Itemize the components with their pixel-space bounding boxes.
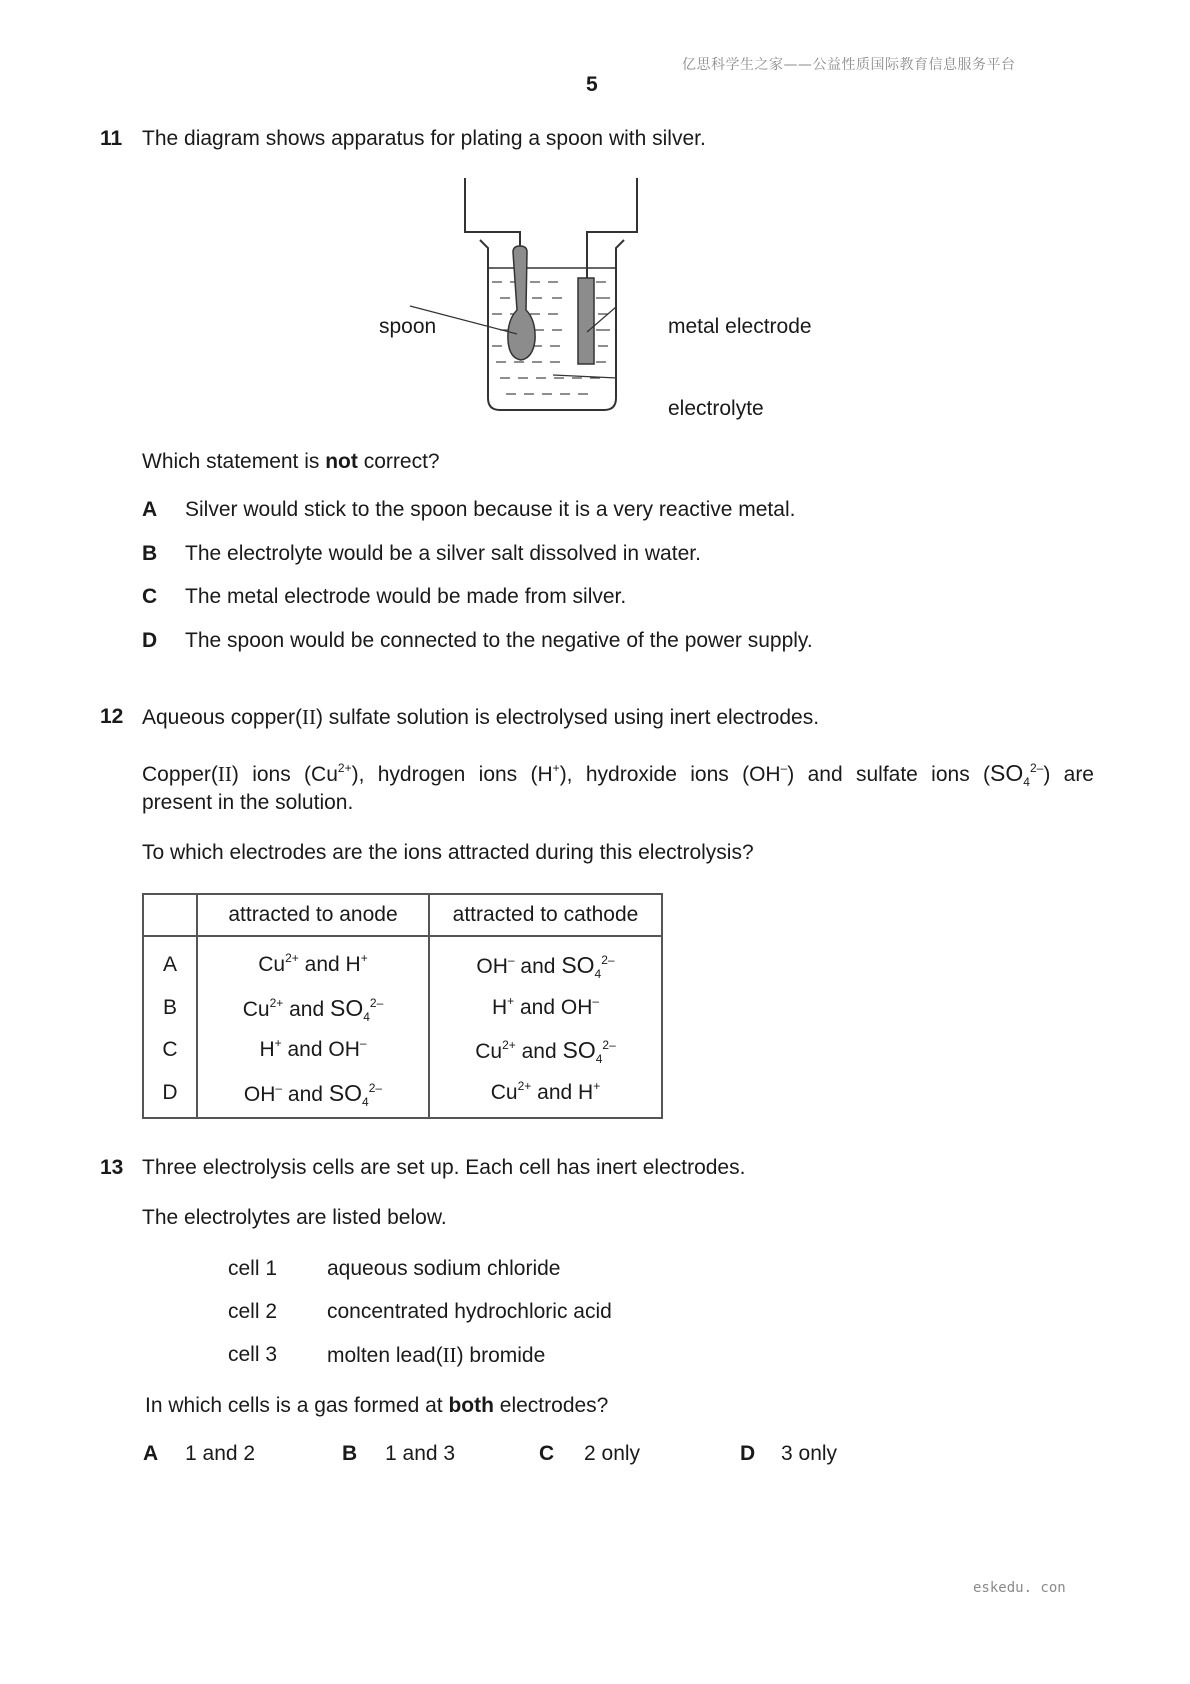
footer-site: eskedu. con [973, 1580, 1066, 1596]
question-13-prompt: In which cells is a gas formed at both electrodes? [145, 1394, 609, 1417]
table-header-row [143, 894, 662, 936]
cell-1-electrolyte: aqueous sodium chloride [327, 1257, 561, 1280]
cathode-cell: $Cu^{2+}$ and H+ [429, 1071, 662, 1118]
cell-2-name: cell 2 [228, 1300, 278, 1323]
row-letter: A [143, 936, 197, 987]
question-13-stem: Three electrolysis cells are set up. Each cell has inert electrodes. [142, 1156, 746, 1179]
table-row [143, 987, 662, 1029]
page-number: 5 [586, 73, 598, 96]
diagram-label-metal-electrode: metal electrode [668, 315, 812, 338]
cell-2-electrolyte: concentrated hydrochloric acid [327, 1300, 612, 1323]
watermark-header: 亿思科学生之家——公益性质国际教育信息服务平台 [682, 57, 1016, 73]
cell-3-electrolyte: molten lead(II) bromide [327, 1343, 546, 1367]
anode-cell: $Cu^{2+}$ and $SO_4^{2-}$ [197, 987, 429, 1029]
table-header-blank [143, 894, 197, 936]
q13-option-c-text: 2 only [584, 1442, 641, 1465]
spoon-shape [508, 246, 535, 360]
anode-cell: H+ and OH– [197, 1029, 429, 1071]
q13-option-b-text: 1 and 3 [385, 1442, 456, 1465]
table-row [143, 936, 662, 987]
wire-right [587, 178, 637, 278]
question-11-prompt: Which statement is not correct? [142, 450, 440, 473]
question-12-stem: Aqueous copper(II) sulfate solution is electrolysed using inert electrodes. [142, 705, 820, 729]
cathode-cell: OH– and $SO_4^{2-}$ [429, 936, 662, 987]
question-12-ions-line-2: present in the solution. [142, 791, 354, 814]
q11-option-d-text: The spoon would be connected to the negative of the power supply. [185, 629, 813, 652]
q13-option-a-letter: A [143, 1442, 159, 1465]
row-letter: D [143, 1071, 197, 1118]
cell-3-name: cell 3 [228, 1343, 278, 1366]
row-letter: B [143, 987, 197, 1029]
q11-option-b-letter: B [142, 542, 158, 565]
diagram-label-spoon: spoon [379, 315, 437, 338]
question-11-number: 11 [100, 127, 123, 150]
cathode-cell: $Cu^{2+}$ and $SO_4^{2-}$ [429, 1029, 662, 1071]
q11-option-c-text: The metal electrode would be made from silver. [185, 585, 627, 608]
anode-cell: $Cu^{2+}$ and H+ [197, 936, 429, 987]
ions-table [142, 893, 663, 1119]
question-11-stem: The diagram shows apparatus for plating a spoon with silver. [142, 127, 706, 150]
diagram-label-electrolyte: electrolyte [668, 397, 764, 420]
q13-option-d-letter: D [740, 1442, 756, 1465]
table-row [143, 1071, 662, 1118]
q11-option-d-letter: D [142, 629, 158, 652]
question-12-ions-line: Copper(II) ions $(Cu^{2+})$, hydrogen ions (H+), hydroxide ions (OH–) and sulfate ions $(SO_4^{2-})$ are [142, 760, 1094, 789]
cell-1-name: cell 1 [228, 1257, 278, 1280]
q11-option-a-letter: A [142, 498, 158, 521]
q11-option-a-text: Silver would stick to the spoon because it is a very reactive metal. [185, 498, 796, 521]
wire-left [465, 178, 520, 255]
question-13-intro: The electrolytes are listed below. [142, 1206, 447, 1229]
beaker [480, 240, 624, 410]
q11-option-b-text: The electrolyte would be a silver salt dissolved in water. [185, 542, 701, 565]
q13-option-d-text: 3 only [781, 1442, 838, 1465]
anode-cell: OH– and $SO_4^{2-}$ [197, 1071, 429, 1118]
q13-option-c-letter: C [539, 1442, 555, 1465]
question-12-number: 12 [100, 705, 124, 728]
q13-option-a-text: 1 and 2 [185, 1442, 256, 1465]
question-12-prompt: To which electrodes are the ions attracted during this electrolysis? [142, 841, 754, 864]
metal-electrode-shape [578, 278, 594, 364]
table-header-cathode: attracted to cathode [429, 894, 662, 936]
table-row [143, 1029, 662, 1071]
cathode-cell: H+ and OH– [429, 987, 662, 1029]
table-header-anode: attracted to anode [197, 894, 429, 936]
question-13-number: 13 [100, 1156, 124, 1179]
q11-option-c-letter: C [142, 585, 158, 608]
row-letter: C [143, 1029, 197, 1071]
electroplating-diagram [360, 170, 840, 430]
q13-option-b-letter: B [342, 1442, 358, 1465]
